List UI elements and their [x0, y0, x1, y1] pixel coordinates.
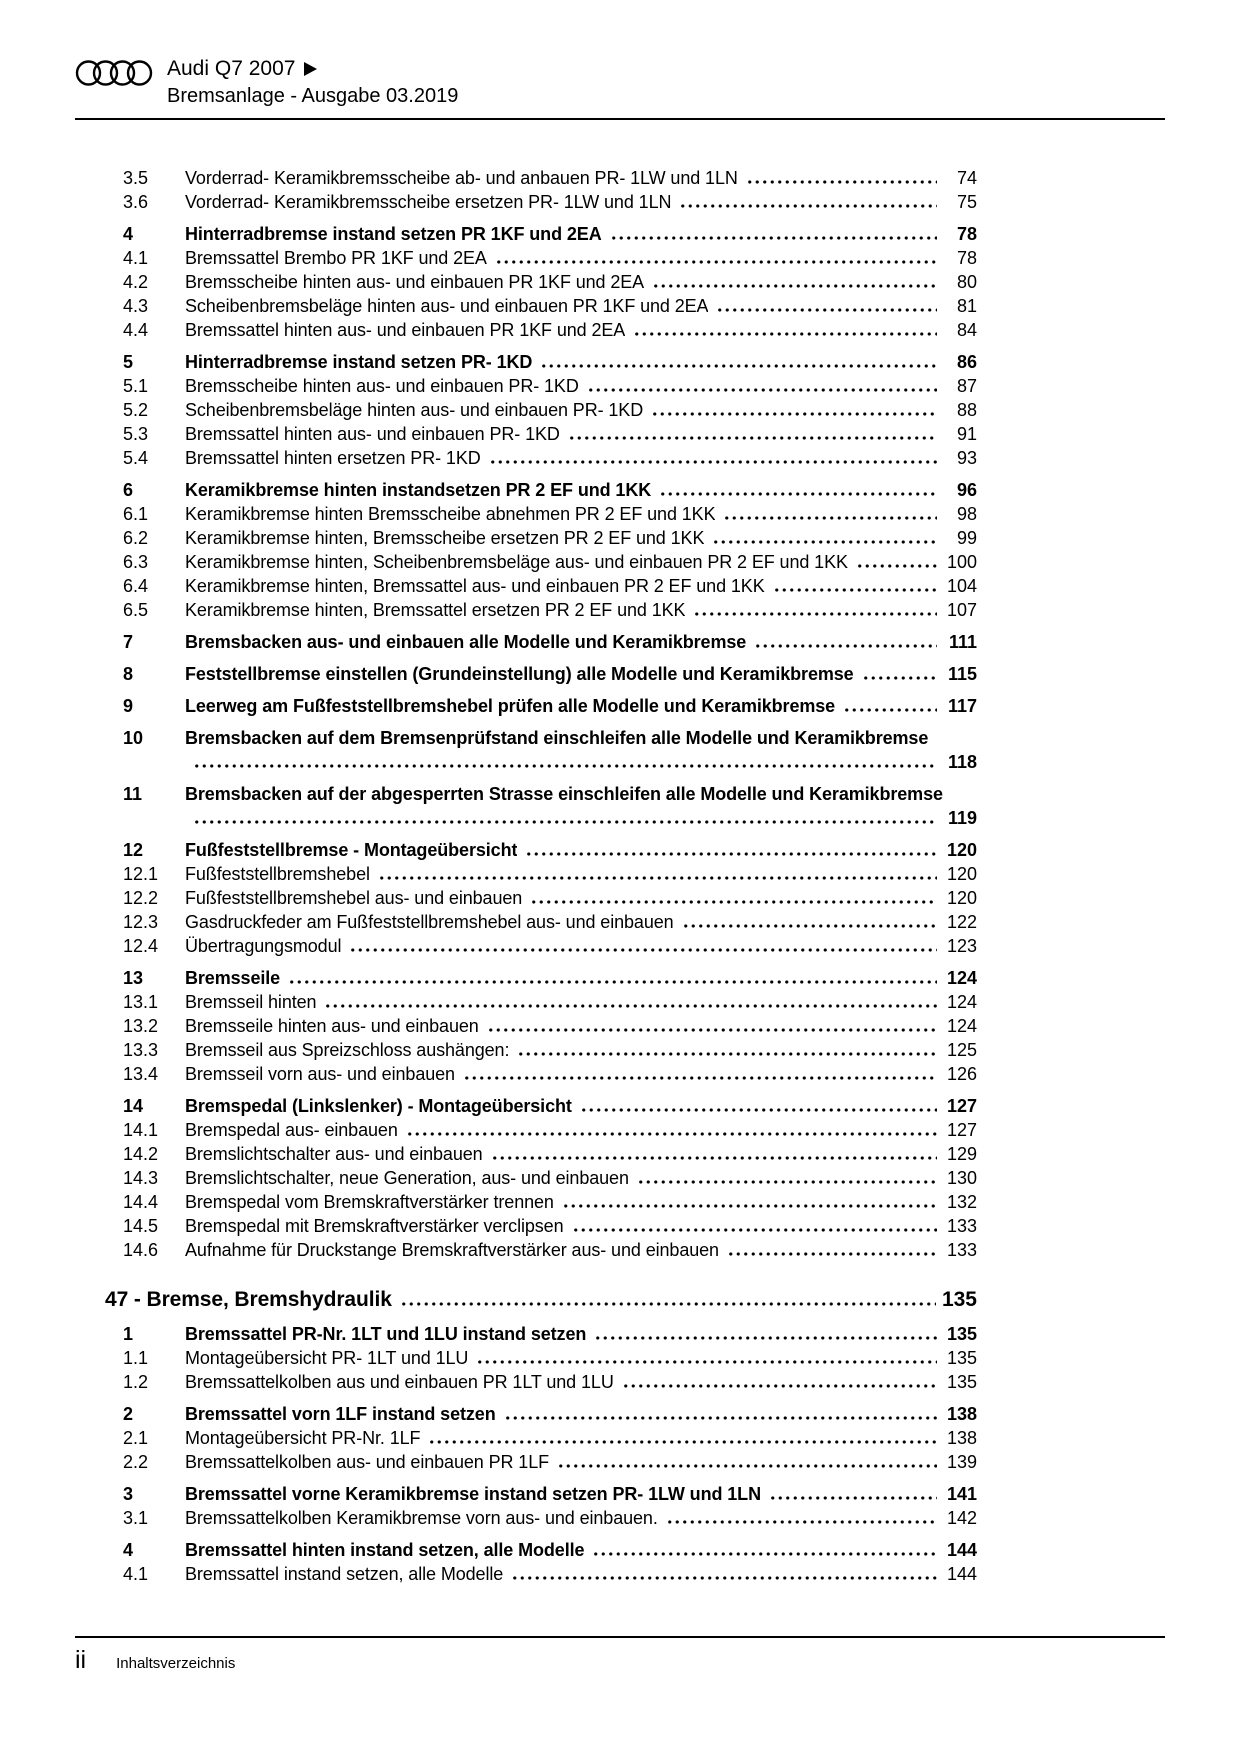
dot-leader — [622, 1384, 937, 1388]
toc-entry — [105, 838, 977, 862]
toc-entry — [105, 1370, 977, 1394]
toc-entry-page: 129 — [946, 1144, 977, 1164]
toc-entry — [105, 1038, 977, 1062]
dot-leader — [400, 1302, 936, 1306]
toc-entry — [105, 662, 977, 686]
toc-entry-page: 107 — [946, 600, 977, 620]
dot-leader — [651, 412, 937, 416]
toc-entry — [105, 574, 977, 598]
dot-leader — [495, 260, 937, 264]
dot-leader — [517, 1052, 937, 1056]
dot-leader — [487, 1028, 937, 1032]
toc-entry — [105, 1426, 977, 1450]
toc-entry-page: 141 — [946, 1484, 977, 1504]
audi-four-rings-icon — [75, 59, 153, 92]
toc-entry-number: 4.1 — [123, 1564, 149, 1584]
toc-entry — [105, 294, 977, 318]
dot-leader — [572, 1228, 937, 1232]
toc-entry-title: Keramikbremse hinten, Scheibenbremsbeläge aus- und einbauen PR 2 EF und 1KK — [185, 552, 848, 572]
toc-entry-title: Bremsseil hinten — [185, 992, 317, 1012]
dot-leader — [324, 1004, 937, 1008]
header-brand-block — [75, 56, 1165, 109]
toc-entry-page: 135 — [946, 1324, 977, 1344]
toc-entry-title: Keramikbremse hinten, Bremsscheibe ersetzen PR 2 EF und 1KK — [185, 528, 705, 548]
toc-entry-title: Bremslichtschalter aus- und einbauen — [185, 1144, 483, 1164]
toc-entry-number: 4.2 — [123, 272, 149, 292]
toc-entry-page: 120 — [946, 840, 977, 860]
model-title: Audi Q7 2007 — [167, 57, 296, 80]
toc-entry-title: Keramikbremse hinten, Bremssattel aus- und einbauen PR 2 EF und 1KK — [185, 576, 765, 596]
dot-leader — [406, 1132, 937, 1136]
toc — [105, 166, 977, 1586]
toc-entry-title: Bremssattelkolben aus und einbauen PR 1LT und 1LU — [185, 1372, 614, 1392]
toc-entry-title: Bremssattel PR-Nr. 1LT und 1LU instand setzen — [185, 1324, 587, 1344]
toc-section-row — [105, 1286, 977, 1314]
toc-entry-title: Keramikbremse hinten Bremsscheibe abnehmen PR 2 EF und 1KK — [185, 504, 716, 524]
edition-subtitle: Bremsanlage - Ausgabe 03.2019 — [167, 85, 459, 107]
toc-entry-number: 6.3 — [123, 552, 149, 572]
toc-entry-page: 93 — [956, 448, 977, 468]
page-header — [75, 56, 1165, 120]
toc-entry-title: Bremspedal (Linkslenker) - Montageübersicht — [185, 1096, 572, 1116]
dot-leader — [693, 612, 937, 616]
toc-entry-page: 120 — [946, 864, 977, 884]
toc-entry-title: Bremssattel hinten instand setzen, alle Modelle — [185, 1540, 585, 1560]
toc-entry-number: 14.6 — [123, 1240, 159, 1260]
toc-entry-page: 99 — [956, 528, 977, 548]
toc-entry-number: 6.4 — [123, 576, 149, 596]
toc-entry — [105, 1450, 977, 1474]
toc-entry-number: 13.4 — [123, 1064, 159, 1084]
toc-entry-page: 135 — [946, 1348, 977, 1368]
dot-leader — [652, 284, 937, 288]
toc-entry — [105, 1094, 977, 1118]
toc-entry-page: 118 — [947, 752, 977, 772]
toc-entry-number: 3.6 — [123, 192, 149, 212]
toc-entry-title: Scheibenbremsbeläge hinten aus- und einbauen PR- 1KD — [185, 400, 644, 420]
dot-leader — [491, 1156, 937, 1160]
toc-entry — [105, 318, 977, 342]
toc-entry-number: 6.5 — [123, 600, 149, 620]
toc-entry-title: Bremsbacken aus- und einbauen alle Modelle und Keramikbremse — [185, 632, 747, 652]
toc-entry-number: 8 — [123, 664, 134, 684]
toc-entry-page: 133 — [946, 1216, 977, 1236]
dot-leader — [504, 1416, 937, 1420]
toc-entry-number: 14.1 — [123, 1120, 159, 1140]
toc-entry — [105, 350, 977, 374]
toc-entry-page: 117 — [947, 696, 977, 716]
toc-entry-title: Bremsscheibe hinten aus- und einbauen PR 1KF und 2EA — [185, 272, 645, 292]
toc-entry-page: 115 — [947, 664, 977, 684]
toc-entry — [105, 1062, 977, 1086]
toc-entry-title: Fußfeststellbremshebel aus- und einbauen — [185, 888, 523, 908]
toc-entry-title: Bremssattel hinten aus- und einbauen PR 1KF und 2EA — [185, 320, 626, 340]
dot-leader — [679, 204, 937, 208]
toc-entry — [105, 910, 977, 934]
toc-entry-page: 130 — [946, 1168, 977, 1188]
toc-entry-number: 13 — [123, 968, 144, 988]
toc-entry-page: 81 — [956, 296, 977, 316]
toc-entry-number: 1.2 — [123, 1372, 149, 1392]
toc-entry-number: 14.4 — [123, 1192, 159, 1212]
dot-leader — [594, 1336, 937, 1340]
toc-entry-page: 138 — [946, 1404, 977, 1424]
header-divider — [75, 118, 1165, 120]
toc-entry — [105, 1562, 977, 1586]
toc-entry — [105, 1346, 977, 1370]
toc-entry-page: 132 — [946, 1192, 977, 1212]
dot-leader — [712, 540, 937, 544]
toc-entry-page: 138 — [946, 1428, 977, 1448]
toc-entry-title: Bremssattel Brembo PR 1KF und 2EA — [185, 248, 487, 268]
toc-entry-title: Bremsseile hinten aus- und einbauen — [185, 1016, 479, 1036]
toc-entry-number: 13.2 — [123, 1016, 159, 1036]
dot-leader — [525, 852, 937, 856]
toc-entry — [105, 1014, 977, 1038]
toc-entry-title: Bremspedal aus- einbauen — [185, 1120, 398, 1140]
toc-entry-page: 124 — [946, 992, 977, 1012]
toc-entry-title: Bremsseil aus Spreizschloss aushängen: — [185, 1040, 510, 1060]
toc-entry-page: 84 — [956, 320, 977, 340]
toc-entry-number: 13.3 — [123, 1040, 159, 1060]
toc-entry — [105, 446, 977, 470]
toc-entry-page: 123 — [946, 936, 977, 956]
toc-entry-number: 6.1 — [123, 504, 149, 524]
toc-entry — [105, 1322, 977, 1346]
toc-entry — [105, 1482, 977, 1506]
toc-entry — [105, 1190, 977, 1214]
dot-leader — [856, 564, 937, 568]
toc-entry-title: Keramikbremse hinten, Bremssattel ersetzen PR 2 EF und 1KK — [185, 600, 686, 620]
toc-entry-title: Übertragungsmodul — [185, 936, 342, 956]
toc-entry-number: 12.3 — [123, 912, 159, 932]
dot-leader — [288, 980, 937, 984]
toc-entry-page: 87 — [956, 376, 977, 396]
toc-entry-title: Gasdruckfeder am Fußfeststellbremshebel aus- und einbauen — [185, 912, 674, 932]
toc-entry — [105, 222, 977, 246]
dot-leader — [843, 708, 937, 712]
toc-entry-title: Bremsseil vorn aus- und einbauen — [185, 1064, 455, 1084]
dot-leader — [862, 676, 937, 680]
toc-entry — [105, 630, 977, 654]
toc-entry-number: 4.4 — [123, 320, 149, 340]
toc-entry-title: Feststellbremse einstellen (Grundeinstellung) alle Modelle und Keramikbremse — [185, 664, 854, 684]
dot-leader — [723, 516, 937, 520]
dot-leader — [773, 588, 937, 592]
dot-leader — [562, 1204, 937, 1208]
toc-entry — [105, 1506, 977, 1530]
toc-entry-title: Bremssattelkolben Keramikbremse vorn aus- und einbauen. — [185, 1508, 658, 1528]
toc-entry — [105, 966, 977, 990]
toc-entry-number: 14.2 — [123, 1144, 159, 1164]
page-number: ii — [75, 1646, 87, 1674]
toc-entry-title: Aufnahme für Druckstange Bremskraftverstärker aus- und einbauen — [185, 1240, 719, 1260]
toc-entry-title: Bremssattel hinten ersetzen PR- 1KD — [185, 448, 481, 468]
toc-entry-page: 96 — [956, 480, 977, 500]
toc-entry-number: 2.2 — [123, 1452, 149, 1472]
toc-entry-number: 14.5 — [123, 1216, 159, 1236]
toc-entry — [105, 694, 977, 718]
toc-entry-number: 14.3 — [123, 1168, 159, 1188]
toc-entry-page: 122 — [946, 912, 977, 932]
toc-entry — [105, 526, 977, 550]
toc-entry-page: 124 — [946, 1016, 977, 1036]
toc-entry — [105, 934, 977, 958]
toc-entry-page: 111 — [948, 632, 977, 652]
toc-section-title: 47 - Bremse, Bremshydraulik — [105, 1288, 392, 1311]
toc-entry-title: Vorderrad- Keramikbremsscheibe ab- und anbauen PR- 1LW und 1LN — [185, 168, 738, 188]
toc-entry-page: 139 — [946, 1452, 977, 1472]
dot-leader — [587, 388, 937, 392]
toc-entry-title: Bremspedal vom Bremskraftverstärker trennen — [185, 1192, 554, 1212]
toc-entry-title: Bremssattel vorne Keramikbremse instand setzen PR- 1LW und 1LN — [185, 1484, 761, 1504]
toc-entry-title: Bremspedal mit Bremskraftverstärker verclipsen — [185, 1216, 564, 1236]
dot-leader — [476, 1360, 937, 1364]
toc-entry — [105, 270, 977, 294]
dot-leader — [746, 180, 937, 184]
toc-entry-title: Montageübersicht PR- 1LT und 1LU — [185, 1348, 469, 1368]
toc-entry-number: 12.2 — [123, 888, 159, 908]
toc-entry — [105, 886, 977, 910]
dot-leader — [716, 308, 937, 312]
toc-entry — [105, 1166, 977, 1190]
toc-entry-title: Bremsseile — [185, 968, 281, 988]
toc-entry — [105, 990, 977, 1014]
toc-entry — [105, 502, 977, 526]
toc-entry-page: 80 — [956, 272, 977, 292]
toc-entry — [105, 550, 977, 574]
toc-entry-page: 104 — [946, 576, 977, 596]
toc-entry-title: Fußfeststellbremshebel — [185, 864, 370, 884]
toc-entry-title: Scheibenbremsbeläge hinten aus- und einbauen PR 1KF und 2EA — [185, 296, 709, 316]
toc-entry-title: Bremsbacken auf der abgesperrten Strasse einschleifen alle Modelle und Keramikbremse — [185, 784, 943, 804]
toc-entry-title: Keramikbremse hinten instandsetzen PR 2 EF und 1KK — [185, 480, 652, 500]
dot-leader — [659, 492, 937, 496]
toc-entry-number: 4.3 — [123, 296, 149, 316]
toc-entry-number: 13.1 — [123, 992, 159, 1012]
dot-leader — [540, 364, 937, 368]
toc-entry-number: 1.1 — [123, 1348, 149, 1368]
toc-entry-page: 100 — [946, 552, 977, 572]
toc-entry-number: 5.4 — [123, 448, 149, 468]
dot-leader — [511, 1576, 937, 1580]
toc-entry-number: 6 — [123, 480, 134, 500]
toc-entry-page: 127 — [946, 1096, 977, 1116]
toc-entry — [105, 1118, 977, 1142]
toc-entry-number: 5 — [123, 352, 134, 372]
toc-entry-number: 7 — [123, 632, 134, 652]
toc-entry-number: 5.1 — [123, 376, 149, 396]
toc-entry-number: 4 — [123, 1540, 134, 1560]
toc-entry-page: 133 — [946, 1240, 977, 1260]
toc-entry-number: 10 — [123, 728, 144, 748]
dot-leader — [633, 332, 937, 336]
toc-entry-page: 135 — [941, 1288, 977, 1311]
toc-entry-page: 120 — [946, 888, 977, 908]
toc-entry-page: 124 — [946, 968, 977, 988]
dot-leader — [568, 436, 937, 440]
toc-entry — [105, 190, 977, 214]
toc-entry — [105, 862, 977, 886]
toc-entry-page: 119 — [947, 808, 977, 828]
toc-entry-number: 5.2 — [123, 400, 149, 420]
dot-leader — [666, 1520, 937, 1524]
toc-entry-page: 78 — [956, 248, 977, 268]
toc-entry-page: 142 — [946, 1508, 977, 1528]
toc-entry — [105, 1538, 977, 1562]
toc-entry-number: 4.1 — [123, 248, 149, 268]
dot-leader — [592, 1552, 937, 1556]
dot-leader — [727, 1252, 937, 1256]
toc-entry-title: Hinterradbremse instand setzen PR- 1KD — [185, 352, 533, 372]
toc-entry — [105, 598, 977, 622]
toc-entry-title: Vorderrad- Keramikbremsscheibe ersetzen PR- 1LW und 1LN — [185, 192, 672, 212]
footer-title: Inhaltsverzeichnis — [116, 1655, 236, 1672]
toc-entry-number: 1 — [123, 1324, 134, 1344]
toc-entry-number: 3.5 — [123, 168, 149, 188]
toc-entry-number: 11 — [123, 784, 143, 804]
toc-entry — [105, 1142, 977, 1166]
toc-entry-number: 6.2 — [123, 528, 149, 548]
dot-leader — [530, 900, 937, 904]
toc-entry — [105, 478, 977, 502]
toc-entry-page: 125 — [946, 1040, 977, 1060]
toc-entry — [105, 246, 977, 270]
toc-entry-number: 3.1 — [123, 1508, 149, 1528]
toc-entry-page: 126 — [946, 1064, 977, 1084]
toc-entry-page: 127 — [946, 1120, 977, 1140]
toc-entry — [105, 422, 977, 446]
dot-leader — [754, 644, 937, 648]
dot-leader — [580, 1108, 937, 1112]
dot-leader — [193, 764, 937, 768]
toc-entry-number: 9 — [123, 696, 134, 716]
dot-leader — [193, 820, 937, 824]
dot-leader — [610, 236, 937, 240]
toc-entry-number: 4 — [123, 224, 134, 244]
dot-leader — [378, 876, 937, 880]
toc-entry-title: Bremssattel instand setzen, alle Modelle — [185, 1564, 504, 1584]
toc-entry-number: 12.4 — [123, 936, 159, 956]
dot-leader — [428, 1440, 937, 1444]
toc-entry-title: Montageübersicht PR-Nr. 1LF — [185, 1428, 421, 1448]
toc-entry — [105, 166, 977, 190]
toc-entry-number: 3 — [123, 1484, 134, 1504]
dot-leader — [557, 1464, 937, 1468]
toc-entry-number: 2.1 — [123, 1428, 149, 1448]
toc-entry-number: 12 — [123, 840, 144, 860]
toc-entry-page: 135 — [946, 1372, 977, 1392]
toc-entry — [105, 398, 977, 422]
toc-entry-page: 74 — [956, 168, 977, 188]
toc-entry-page: 98 — [956, 504, 977, 524]
dot-leader — [489, 460, 937, 464]
toc-entry — [105, 374, 977, 398]
toc-entry-page: 144 — [946, 1564, 977, 1584]
dot-leader — [349, 948, 937, 952]
toc-entry — [105, 1238, 977, 1262]
toc-entry-title: Bremssattel hinten aus- und einbauen PR- 1KD — [185, 424, 560, 444]
toc-entry-title: Leerweg am Fußfeststellbremshebel prüfen alle Modelle und Keramikbremse — [185, 696, 836, 716]
toc-entry-page: 88 — [956, 400, 977, 420]
toc-entry-title: Bremssattelkolben aus- und einbauen PR 1LF — [185, 1452, 550, 1472]
toc-entry — [105, 1214, 977, 1238]
toc-entry-page: 86 — [956, 352, 977, 372]
toc-entry-number: 5.3 — [123, 424, 149, 444]
header-text-block — [167, 56, 458, 109]
dot-leader — [682, 924, 937, 928]
toc-entry-title: Bremsbacken auf dem Bremsenprüfstand einschleifen alle Modelle und Keramikbremse — [185, 728, 929, 748]
toc-entry-title: Bremslichtschalter, neue Generation, aus- und einbauen — [185, 1168, 629, 1188]
page-footer — [75, 1636, 1165, 1674]
dot-leader — [463, 1076, 937, 1080]
toc-entry-title: Fußfeststellbremse - Montageübersicht — [185, 840, 518, 860]
toc-entry-title: Hinterradbremse instand setzen PR 1KF und 2EA — [185, 224, 602, 244]
toc-entry — [105, 782, 977, 830]
toc-entry-title: Bremssattel vorn 1LF instand setzen — [185, 1404, 496, 1424]
toc-entry-number: 2 — [123, 1404, 134, 1424]
toc-entry-title: Bremsscheibe hinten aus- und einbauen PR- 1KD — [185, 376, 579, 396]
toc-entry-page: 75 — [956, 192, 977, 212]
toc-entry-page: 144 — [946, 1540, 977, 1560]
right-arrowhead-icon — [304, 62, 317, 76]
toc-entry-number: 14 — [123, 1096, 144, 1116]
dot-leader — [637, 1180, 937, 1184]
toc-entry-page: 78 — [956, 224, 977, 244]
dot-leader — [769, 1496, 937, 1500]
toc-entry — [105, 1402, 977, 1426]
toc-entry-page: 91 — [956, 424, 977, 444]
toc-entry — [105, 726, 977, 774]
toc-entry-number: 12.1 — [123, 864, 159, 884]
